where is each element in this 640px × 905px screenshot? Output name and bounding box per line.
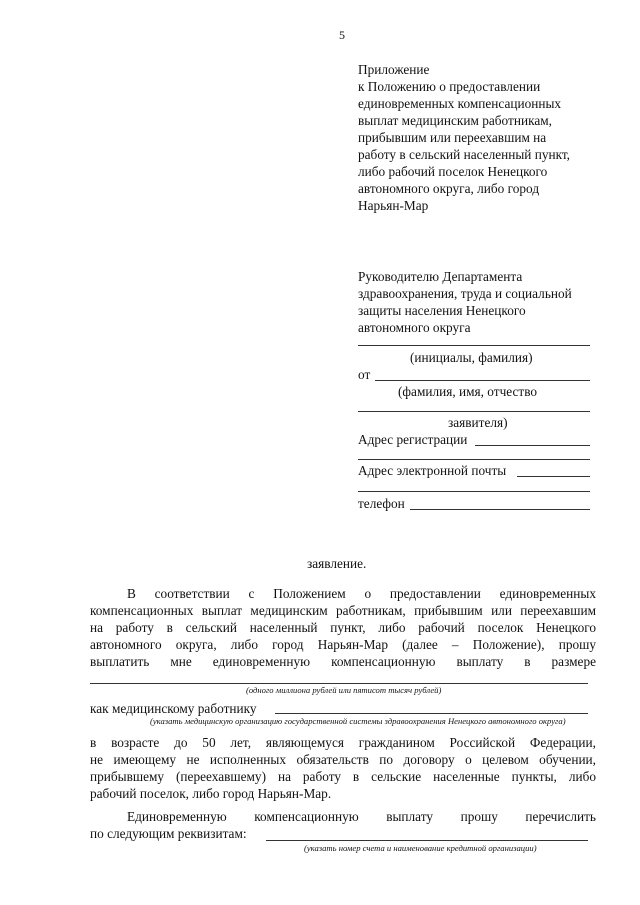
page-number: 5 [339, 28, 345, 42]
para3-line: Единовременную компенсационную выплату прошу перечислить [127, 809, 596, 824]
email-field-line2[interactable] [358, 491, 590, 492]
bank-details-hint: (указать номер счета и наименование кредитной организации) [304, 843, 537, 853]
organization-hint: (указать медицинскую организацию государственной системы здравоохранения Ненецкого автономного округа) [150, 716, 566, 726]
para2-line: прибывшему (переехавшему) на работу в сельские населенные пункты, либо [90, 769, 596, 784]
appendix-line: единовременных компенсационных [358, 96, 562, 111]
email-label: Адрес электронной почты [358, 463, 507, 478]
addressee-line: защиты населения Ненецкого [358, 303, 526, 318]
addressee-line: здравоохранения, труда и социальной [358, 286, 572, 301]
bank-details-field[interactable] [266, 840, 588, 841]
para3-line: по следующим реквизитам: [90, 826, 247, 841]
email-field[interactable] [517, 476, 590, 477]
addressee-line: Руководителю Департамента [358, 269, 523, 284]
appendix-line: автономного округа, либо город [358, 181, 540, 196]
initials-caption: (инициалы, фамилия) [410, 350, 533, 365]
worker-label: как медицинскому работнику [90, 701, 257, 716]
appendix-line: Приложение [358, 62, 430, 77]
applicant-line[interactable] [358, 411, 590, 412]
organization-field[interactable] [275, 713, 588, 714]
para1-line: на работу в сельский населенный пункт, либо рабочий поселок Ненецкого [90, 620, 596, 635]
initials-line[interactable] [358, 345, 590, 346]
appendix-line: прибывшим или переехавшим на [358, 130, 547, 145]
addressee-line: автономного округа [358, 320, 471, 335]
registration-label: Адрес регистрации [358, 432, 468, 447]
para1-line: компенсационных выплат медицинским работникам, прибывшим или переехавшим [90, 603, 596, 618]
registration-field-line2[interactable] [358, 459, 590, 460]
para2-line: рабочий поселок, либо город Нарьян-Мар. [90, 786, 332, 801]
amount-field[interactable] [90, 683, 588, 684]
amount-hint: (одного миллиона рублей или пятисот тысяч рублей) [246, 685, 442, 695]
para1-line: В соответствии с Положением о предоставлении единовременных [127, 586, 596, 601]
para2-line: не имеющему не исполненных обязательств по договору о целевом обучении, [90, 752, 596, 767]
statement-title: заявление. [307, 556, 367, 571]
fio-caption: (фамилия, имя, отчество [398, 384, 538, 399]
from-line[interactable] [375, 380, 590, 381]
appendix-line: выплат медицинским работникам, [358, 113, 552, 128]
appendix-line: либо рабочий поселок Ненецкого [358, 164, 548, 179]
appendix-line: Нарьян-Мар [358, 198, 429, 213]
phone-label: телефон [358, 496, 405, 511]
phone-field[interactable] [410, 509, 590, 510]
registration-field[interactable] [475, 445, 590, 446]
appendix-line: к Положению о предоставлении [358, 79, 541, 94]
appendix-line: работу в сельский населенный пункт, [358, 147, 571, 162]
para1-line: выплатить мне единовременную компенсационную выплату в размере [90, 654, 596, 669]
from-label: от [358, 367, 371, 382]
applicant-caption: заявителя) [448, 415, 508, 430]
para2-line: в возрасте до 50 лет, являющемуся гражданином Российской Федерации, [90, 735, 596, 750]
para1-line: автономного округа, либо город Нарьян-Мар (далее – Положение), прошу [90, 637, 596, 652]
